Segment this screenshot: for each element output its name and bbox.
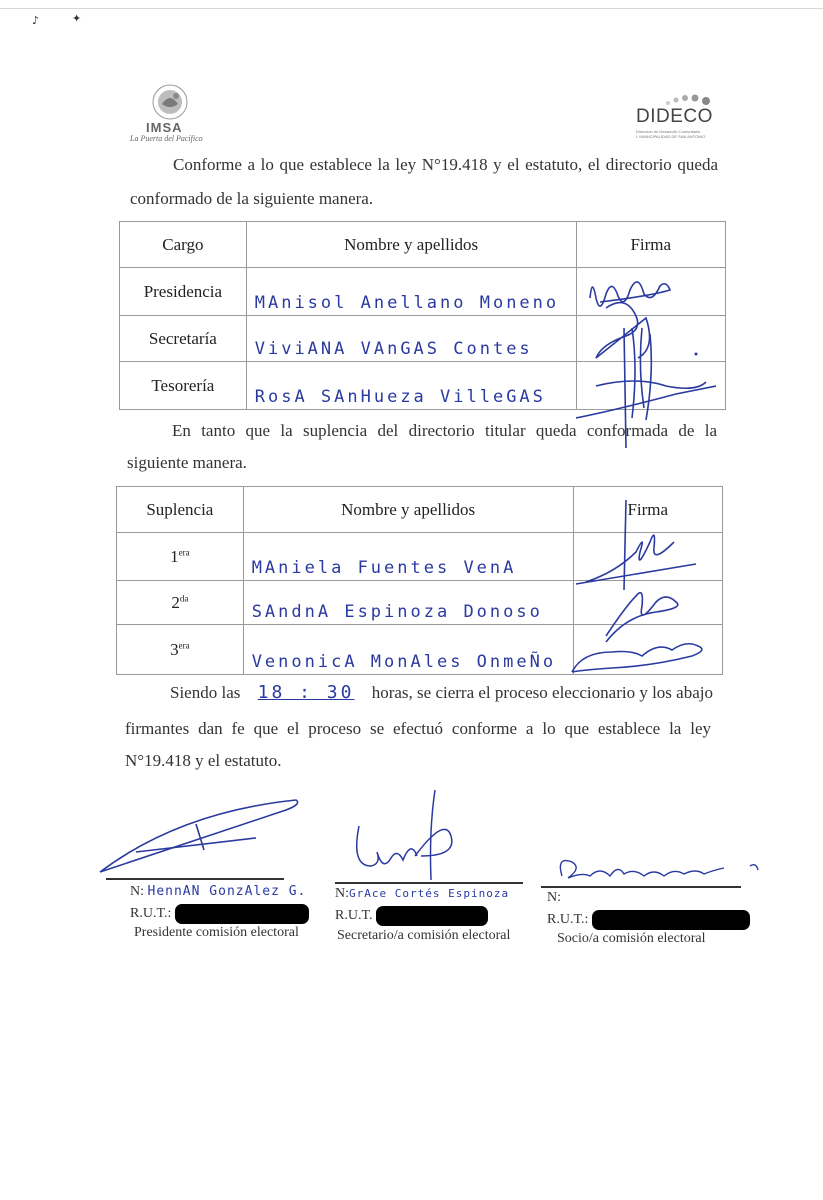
ordinal-suffix: era bbox=[178, 639, 190, 650]
header-suplencia: Suplencia bbox=[117, 487, 244, 533]
rut-label: R.U.T.: bbox=[547, 912, 589, 928]
handwritten-name: MAniela Fuentes VenA bbox=[251, 558, 517, 578]
signature-scribble bbox=[566, 496, 716, 676]
closing-time: 18 : 30 bbox=[257, 682, 355, 703]
closing-line-2: firmantes dan fe que el proceso se efectuó conforme a lo que establece la ley bbox=[125, 719, 711, 738]
ordinal-number: 2 bbox=[171, 592, 180, 612]
handwritten-name: VenonicA MonAles OnmeÑo bbox=[251, 652, 557, 672]
scan-mark: ♪ bbox=[32, 14, 40, 27]
rut-row bbox=[335, 906, 488, 926]
name-cell bbox=[243, 533, 573, 581]
rut-label: R.U.T. bbox=[335, 908, 373, 924]
dideco-logo-name: DIDECO bbox=[636, 106, 713, 127]
imsa-logo-name: IMSA bbox=[146, 120, 183, 135]
name-label: N: bbox=[547, 890, 561, 905]
name-cell bbox=[243, 581, 573, 625]
signature-scribble bbox=[96, 794, 306, 878]
name-label: N: bbox=[130, 884, 144, 899]
handwritten-name: MAnisol Anellano Moneno bbox=[254, 293, 560, 313]
name-row bbox=[335, 886, 509, 902]
redaction-bar bbox=[592, 910, 750, 930]
signature-line bbox=[335, 882, 523, 884]
role-cell: Secretaría bbox=[120, 316, 247, 362]
header-nombre: Nombre y apellidos bbox=[246, 222, 576, 268]
name-cell bbox=[246, 316, 576, 362]
intro-line-2: conformado de la siguiente manera. bbox=[130, 189, 374, 208]
rut-row bbox=[130, 904, 309, 924]
imsa-logo-tagline: La Puerta del Pacífico bbox=[130, 134, 203, 143]
page-top-border bbox=[0, 8, 823, 9]
name-row bbox=[130, 884, 306, 900]
signatory-title: Presidente comisión electoral bbox=[134, 925, 299, 940]
closing-line-3: N°19.418 y el estatuto. bbox=[125, 751, 282, 770]
header-firma: Firma bbox=[573, 487, 722, 533]
signature-scribble bbox=[345, 786, 465, 886]
handwritten-name: RosA SAnHueza VilleGAS bbox=[254, 387, 546, 407]
rut-row bbox=[547, 910, 750, 930]
handwritten-name: HennAN GonzAlez G. bbox=[147, 884, 307, 899]
redaction-bar bbox=[175, 904, 309, 924]
dideco-logo-sub1: Dirección de Desarrollo Comunitario bbox=[636, 129, 701, 134]
signatory-title: Secretario/a comisión electoral bbox=[337, 928, 511, 943]
handwritten-name: SAndnA Espinoza Donoso bbox=[251, 602, 543, 622]
handwritten-name: ViviANA VAnGAS Contes bbox=[254, 339, 533, 359]
dideco-logo bbox=[636, 92, 726, 142]
ordinal-cell bbox=[117, 533, 244, 581]
header-cargo: Cargo bbox=[120, 222, 247, 268]
ordinal-number: 1 bbox=[170, 546, 179, 566]
ordinal-number: 3 bbox=[170, 639, 179, 659]
redaction-bar bbox=[376, 906, 488, 926]
handwritten-name: GrAce Cortés Espinoza bbox=[349, 887, 510, 900]
role-cell: Tesorería bbox=[120, 362, 247, 410]
table-header-row bbox=[120, 222, 726, 268]
ordinal-cell bbox=[117, 625, 244, 675]
name-cell bbox=[246, 362, 576, 410]
ordinal-cell bbox=[117, 581, 244, 625]
closing-post: horas, se cierra el proceso eleccionario y los abajo bbox=[371, 683, 713, 702]
name-row bbox=[547, 890, 561, 906]
name-cell bbox=[246, 268, 576, 316]
closing-pre: Siendo las bbox=[170, 683, 241, 702]
suplencia-line-1: En tanto que la suplencia del directorio titular queda conformada de la bbox=[172, 421, 717, 440]
name-label: N: bbox=[335, 886, 349, 901]
intro-line-1: Conforme a lo que establece la ley N°19.418 y el estatuto, el directorio queda bbox=[173, 155, 718, 174]
ordinal-suffix: da bbox=[179, 592, 189, 603]
signature-line bbox=[106, 878, 284, 880]
signatory-title: Socio/a comisión electoral bbox=[557, 931, 706, 946]
ordinal-suffix: era bbox=[178, 546, 190, 557]
dideco-logo-sub2: I. MUNICIPALIDAD DE SAN ANTONIO bbox=[636, 134, 706, 139]
suplencia-line-2: siguiente manera. bbox=[127, 453, 247, 472]
imsa-logo bbox=[126, 82, 216, 148]
role-cell: Presidencia bbox=[120, 268, 247, 316]
header-firma: Firma bbox=[576, 222, 725, 268]
header-nombre: Nombre y apellidos bbox=[243, 487, 573, 533]
imsa-emblem-icon bbox=[126, 82, 216, 122]
rut-label: R.U.T.: bbox=[130, 906, 172, 922]
signature-line bbox=[541, 886, 741, 888]
closing-line-1 bbox=[170, 676, 713, 710]
scan-mark: ✦ bbox=[72, 12, 82, 25]
name-cell bbox=[243, 625, 573, 675]
